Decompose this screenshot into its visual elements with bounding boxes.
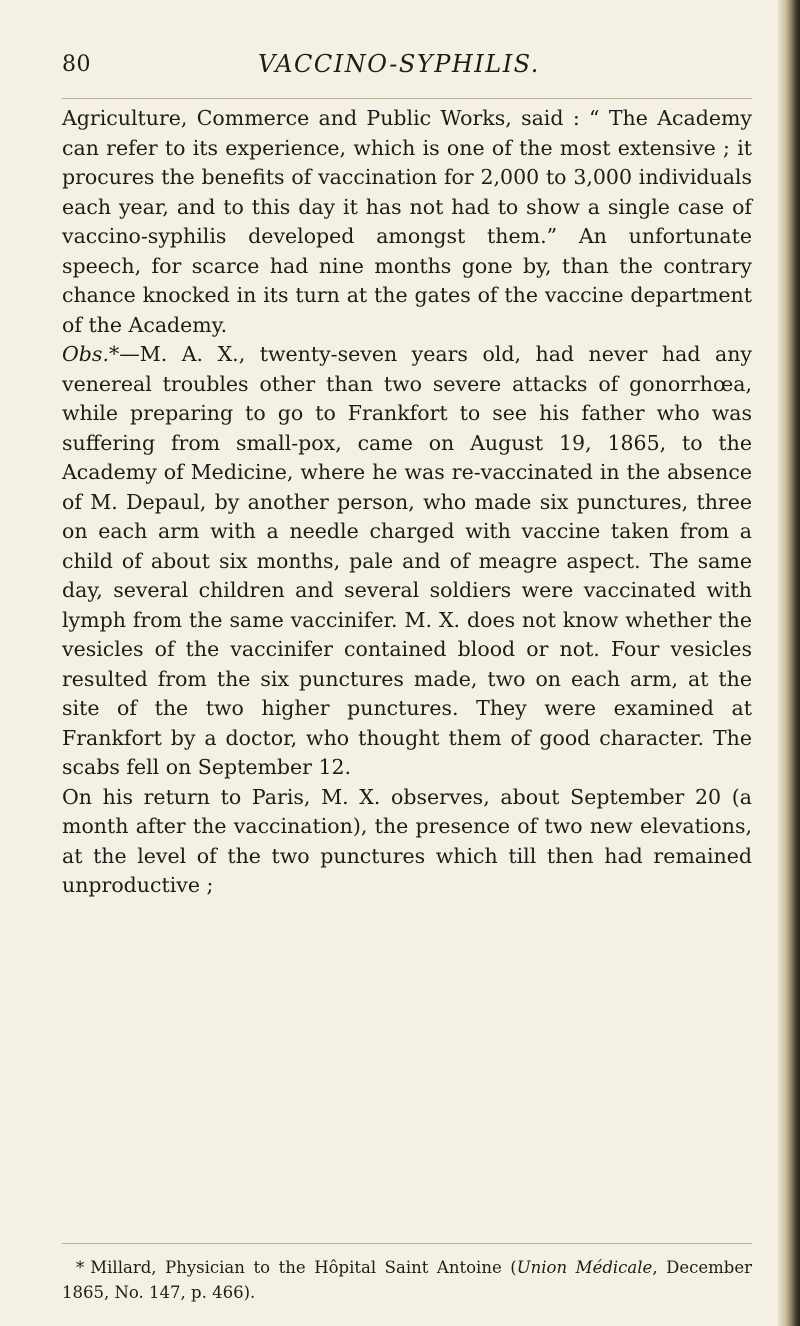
body-text xyxy=(62,104,752,901)
footnote-text-before: Millard, Physician to the Hôpital Saint Antoine ( xyxy=(90,1258,517,1277)
page-gutter xyxy=(778,0,800,1326)
page-number: 80 xyxy=(62,52,91,77)
footnote-rule xyxy=(62,1243,752,1244)
footnote-text-after: , December 1865, No. 147, p. 466). xyxy=(62,1258,752,1302)
paragraph-2 xyxy=(62,340,752,783)
paragraph-2-text: —M. A. X., twenty-seven years old, had never had any venereal troubles other than two severe attacks of gonorrhœa, while preparing to go to Frankfort to see his father who was suffering from small-pox, came on August 19, 1865, to the Academy of Medicine, where he was re-vaccinated in the absence of M. Depaul, by another person, who made six punctures, three on each arm with a needle charged with vaccine taken from a child of about six months, pale and of meagre aspect. The same day, several children and several soldiers were vaccinated with lymph from the same vaccinifer. M. X. does not know whether the vesicles of the vaccinifer contained blood or not. Four vesicles resulted from the six punctures made, two on each arm, at the site of the two higher punctures. They were examined at Frankfort by a doctor, who thought them of good character. The scabs fell on September 12. xyxy=(62,342,752,779)
running-head: VACCINO-SYPHILIS. xyxy=(258,50,540,78)
footnote xyxy=(62,1255,752,1305)
paragraph-3: On his return to Paris, M. X. observes, about September 20 (a month after the vaccination), the presence of two new elevations, at the level of the two punctures which till then had remained unproductive ; xyxy=(62,784,752,897)
footnote-journal: Union Médicale xyxy=(516,1258,653,1277)
paragraph-1: Agriculture, Commerce and Public Works, said : “ The Academy can refer to its experience, which is one of the most extensive ; it procures the benefits of vaccination for 2,000 to 3,000 individuals each year, and to this day it has not had to show a single case of vaccino-syphilis developed amongst them.” An unfortunate speech, for scarce had nine months gone by, than the contrary chance knocked in its turn at the gates of the vaccine department of the Academy. xyxy=(62,106,752,337)
observation-label: Obs.* xyxy=(62,342,120,366)
header-rule xyxy=(62,98,752,99)
footnote-marker: * xyxy=(76,1258,85,1277)
